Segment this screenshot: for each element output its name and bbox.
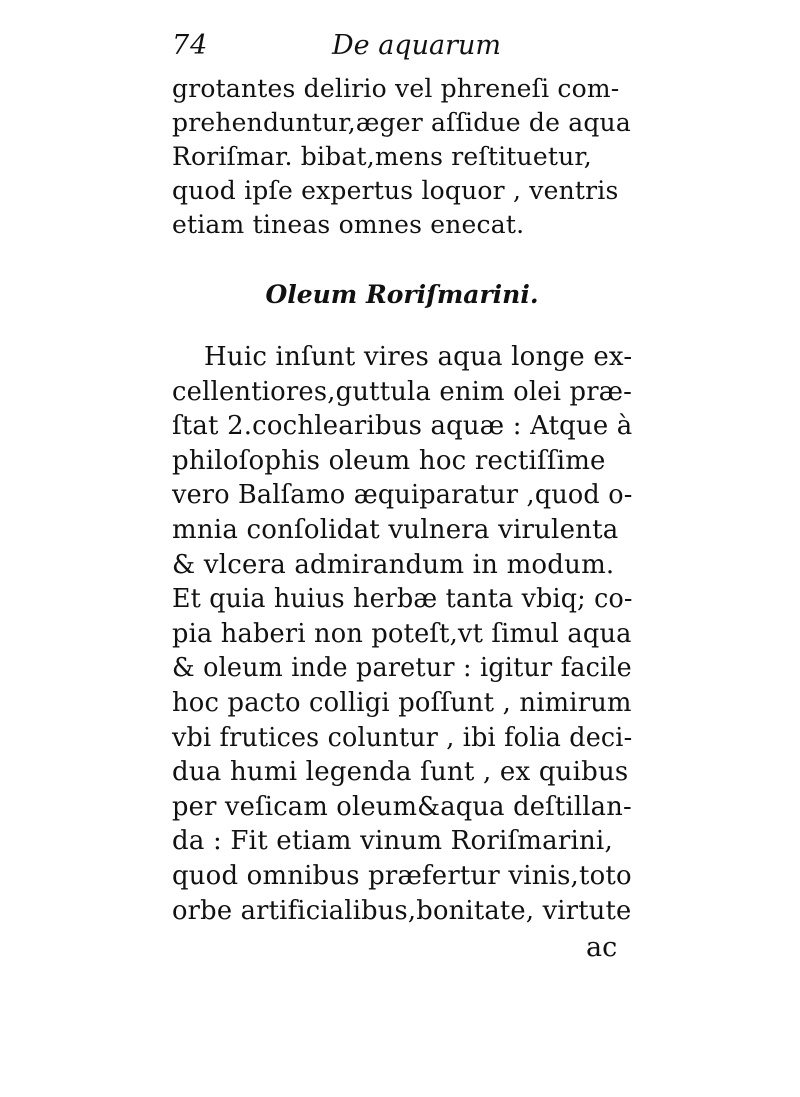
- text-line: da : Fit etiam vinum Roriſmarini,: [172, 826, 613, 857]
- section-heading: Oleum Roriſmarini.: [265, 280, 539, 309]
- text-line: & vlcera admirandum in modum.: [172, 549, 615, 580]
- text-line: vero Balſamo æquiparatur ,quod o-: [172, 480, 633, 511]
- catchword: ac: [586, 932, 618, 963]
- text-line: etiam tineas omnes enecat.: [172, 210, 525, 239]
- text-line: cellentiores,guttula enim olei præ-: [172, 376, 633, 407]
- running-title: De aquarum: [332, 30, 501, 61]
- text-line: mnia conſolidat vulnera virulenta: [172, 514, 619, 545]
- text-line: philoſophis oleum hoc rectiſſime: [172, 445, 606, 476]
- page-header: [172, 30, 632, 70]
- text-line: ſtat 2.cochlearibus aquæ : Atque à: [172, 411, 633, 442]
- text-line: & oleum inde paretur : igitur facile: [172, 653, 632, 684]
- text-line: Huic inſunt vires aqua longe ex-: [204, 342, 633, 372]
- text-line: quod ipſe expertus loquor , ventris: [172, 176, 619, 205]
- text-line: orbe artificialibus,bonitate, virtute: [172, 895, 632, 926]
- text-line: dua humi legenda ſunt , ex quibus: [172, 757, 629, 788]
- text-line: pia haberi non poteſt,vt ſimul aqua: [172, 618, 632, 649]
- text-line: per veſicam oleum&aqua deſtillan-: [172, 791, 632, 822]
- paragraph-oleum: [172, 340, 632, 928]
- text-line: grotantes delirio vel phreneſi com-: [172, 74, 620, 103]
- text-line: hoc pacto colligi poſſunt , nimirum: [172, 687, 632, 718]
- text-line: quod omnibus præfertur vinis,toto: [172, 860, 632, 891]
- text-line: Et quia huius herbæ tanta vbiq; co-: [172, 584, 633, 615]
- paragraph-continued: [172, 72, 632, 242]
- text-line: Roriſmar. bibat,mens reſtituetur,: [172, 142, 592, 171]
- text-line: vbi frutices coluntur , ibi folia deci-: [172, 722, 633, 753]
- text-line: prehenduntur,æger aſſidue de aqua: [172, 108, 631, 137]
- page-number: 74: [172, 30, 209, 61]
